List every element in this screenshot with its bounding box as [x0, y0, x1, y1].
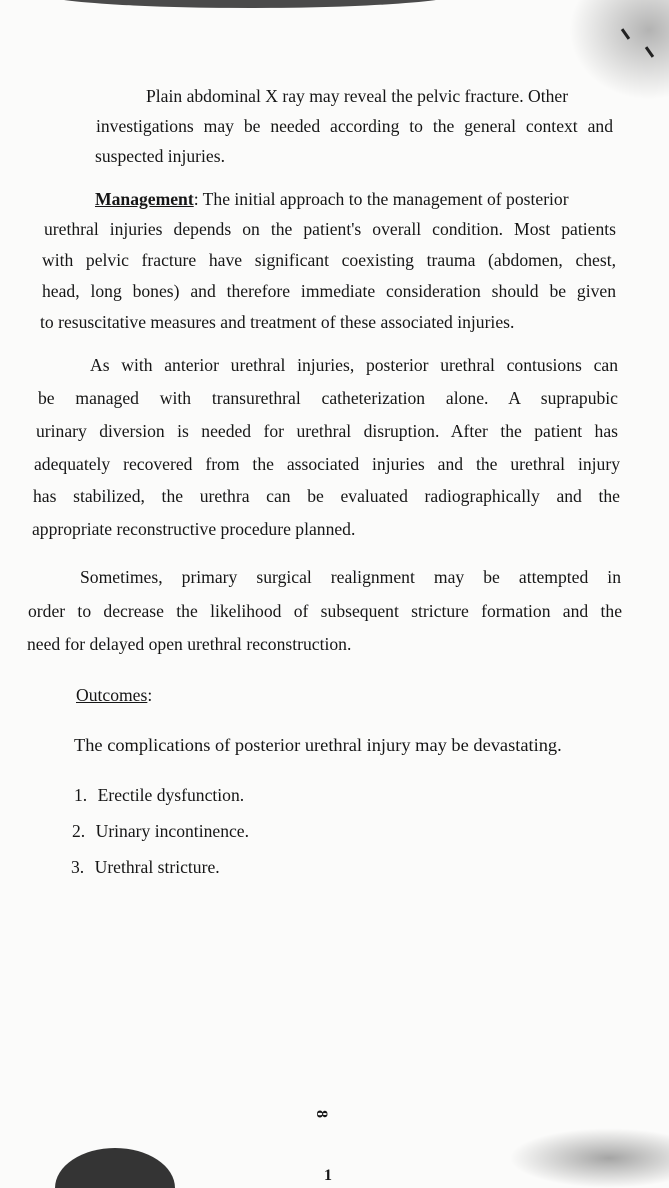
- paragraph-line: Management: The initial approach to the management of posterior: [95, 189, 569, 209]
- paragraph-line: order to decrease the likelihood of subsequent stricture formation and the: [28, 601, 622, 621]
- paragraph-line: be managed with transurethral catheterization alone. A suprapubic: [38, 388, 618, 408]
- paragraph-line: suspected injuries.: [95, 146, 225, 166]
- page-number: 1: [324, 1167, 332, 1184]
- scan-shadow-bottom-left: [55, 1148, 175, 1188]
- scan-shadow-top: [40, 0, 460, 8]
- page-mark: 8: [313, 1110, 330, 1118]
- paragraph-line: adequately recovered from the associated injuries and the urethral injury: [34, 454, 620, 474]
- paragraph-line: Plain abdominal X ray may reveal the pelvic fracture. Other: [146, 86, 569, 106]
- paragraph-line: urinary diversion is needed for urethral disruption. After the patient has: [36, 421, 618, 441]
- paragraph-line: As with anterior urethral injuries, posterior urethral contusions can: [90, 355, 618, 375]
- paragraph-line: to resuscitative measures and treatment of these associated injuries.: [40, 312, 515, 332]
- paragraph-line: investigations may be needed according to the general context and: [96, 116, 613, 136]
- complications-intro: The complications of posterior urethral injury may be devastating.: [74, 735, 562, 755]
- paragraph-line: appropriate reconstructive procedure planned.: [32, 519, 356, 539]
- outcomes-heading: Outcomes:: [76, 685, 153, 705]
- management-heading: Management: [95, 189, 194, 209]
- paragraph-line: urethral injuries depends on the patient's overall condition. Most patients: [44, 219, 616, 239]
- scan-shadow-right: [569, 0, 669, 100]
- paragraph-line: head, long bones) and therefore immediate consideration should be given: [42, 281, 616, 301]
- list-item: 3. Urethral stricture.: [71, 857, 220, 877]
- list-item: 2. Urinary incontinence.: [72, 821, 250, 841]
- paragraph-line: Sometimes, primary surgical realignment may be attempted in: [80, 567, 621, 587]
- scan-shadow-bottom-right: [509, 1128, 669, 1188]
- paragraph-line: has stabilized, the urethra can be evaluated radiographically and the: [33, 486, 620, 506]
- paragraph-line: with pelvic fracture have significant coexisting trauma (abdomen, chest,: [42, 250, 616, 270]
- list-item: 1. Erectile dysfunction.: [74, 785, 245, 805]
- paragraph-line: need for delayed open urethral reconstruction.: [27, 634, 352, 654]
